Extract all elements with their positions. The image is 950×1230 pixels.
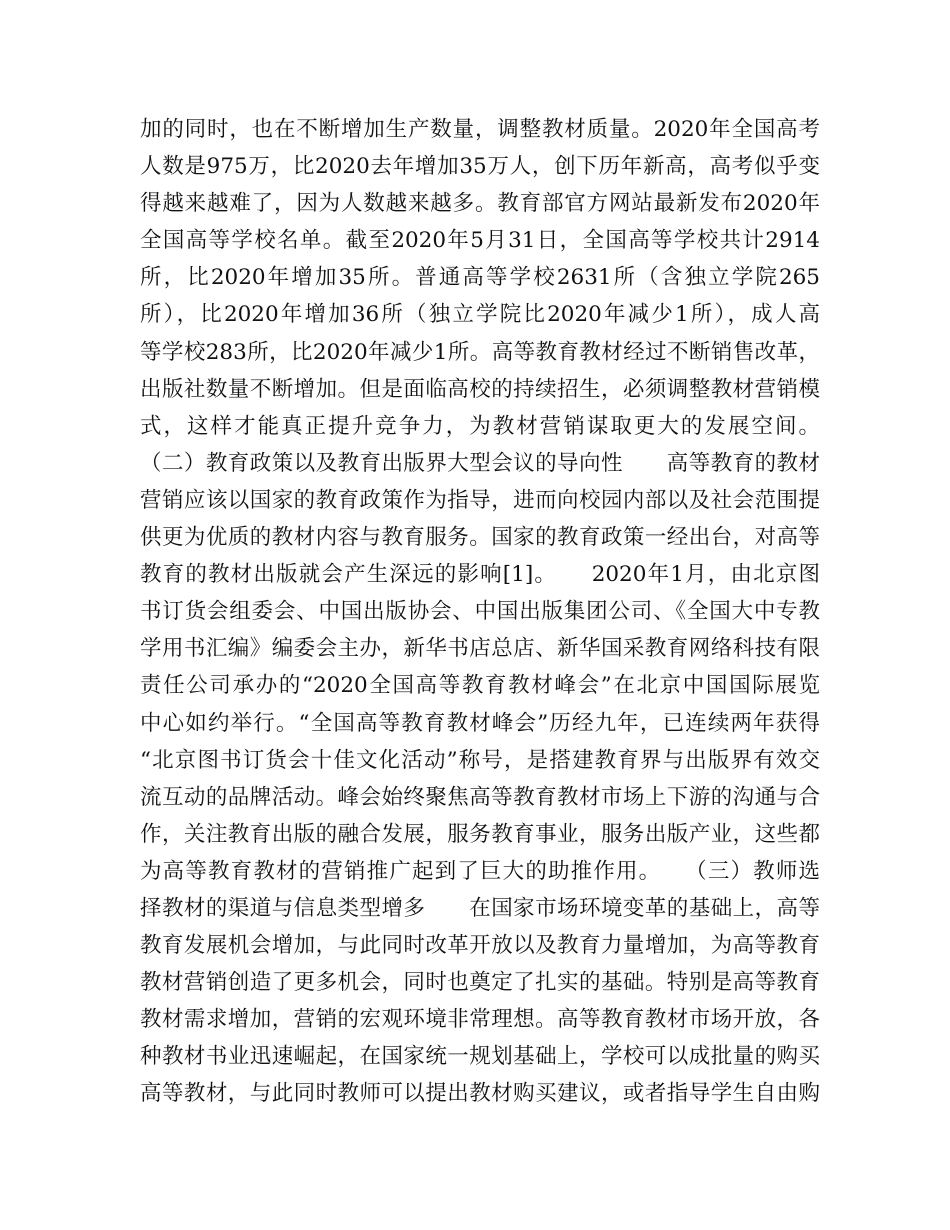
text-line: 教材需求增加，营销的宏观环境非常理想。高等教育教材市场开放，各 <box>140 1007 820 1033</box>
text-line: 出版社数量不断增加。但是面临高校的持续招生，必须调整教材营销模 <box>140 376 820 402</box>
text-line: “北京图书订货会十佳文化活动”称号，是搭建教育界与出版界有效交 <box>140 747 820 773</box>
text-line: 书订货会组委会、中国出版协会、中国出版集团公司、《全国大中专教 <box>140 599 820 625</box>
text-line: 得越来越难了，因为人数越来越多。教育部官方网站最新发布2020年 <box>140 191 820 217</box>
text-line: 中心如约举行。“全国高等教育教材峰会”历经九年，已连续两年获得 <box>140 710 820 736</box>
text-line: 人数是975万，比2020去年增加35万人，创下历年新高，高考似乎变 <box>140 154 820 180</box>
text-line: 高等教材，与此同时教师可以提出教材购买建议，或者指导学生自由购 <box>140 1081 820 1107</box>
text-line: 所，比2020年增加35所。普通高等学校2631所（含独立学院265 <box>140 265 820 291</box>
text-line: 教育的教材出版就会产生深远的影响[1]。 2020年1月，由北京图 <box>140 562 820 588</box>
text-line: 流互动的品牌活动。峰会始终聚焦高等教育教材市场上下游的沟通与合 <box>140 784 820 810</box>
text-line: 等学校283所，比2020年减少1所。高等教育教材经过不断销售改革， <box>140 339 820 365</box>
text-line: 加的同时，也在不断增加生产数量，调整教材质量。2020年全国高考 <box>140 117 820 142</box>
text-line: 式，这样才能真正提升竞争力，为教材营销谋取更大的发展空间。 <box>140 413 820 439</box>
text-line: 所），比2020年增加36所（独立学院比2020年减少1所），成人高 <box>140 302 820 328</box>
text-line: （二）教育政策以及教育出版界大型会议的导向性 高等教育的教材 <box>140 450 820 476</box>
text-line: 种教材书业迅速崛起，在国家统一规划基础上，学校可以成批量的购买 <box>140 1044 820 1070</box>
text-line: 为高等教育教材的营销推广起到了巨大的助推作用。 （三）教师选 <box>140 858 820 884</box>
body-paragraph <box>140 111 820 1113</box>
text-line: 责任公司承办的“2020全国高等教育教材峰会”在北京中国国际展览 <box>140 673 820 699</box>
text-line: 营销应该以国家的教育政策作为指导，进而向校园内部以及社会范围提 <box>140 487 820 513</box>
text-line: 供更为优质的教材内容与教育服务。国家的教育政策一经出台，对高等 <box>140 525 820 551</box>
text-line: 全国高等学校名单。截至2020年5月31日，全国高等学校共计2914 <box>140 228 820 254</box>
text-line: 教育发展机会增加，与此同时改革开放以及教育力量增加，为高等教育 <box>140 933 820 959</box>
text-line: 择教材的渠道与信息类型增多 在国家市场环境变革的基础上，高等 <box>140 895 820 921</box>
text-line: 作，关注教育出版的融合发展，服务教育事业，服务出版产业，这些都 <box>140 821 820 847</box>
text-line: 教材营销创造了更多机会，同时也奠定了扎实的基础。特别是高等教育 <box>140 970 820 996</box>
text-line: 学用书汇编》编委会主办，新华书店总店、新华国采教育网络科技有限 <box>140 636 820 662</box>
